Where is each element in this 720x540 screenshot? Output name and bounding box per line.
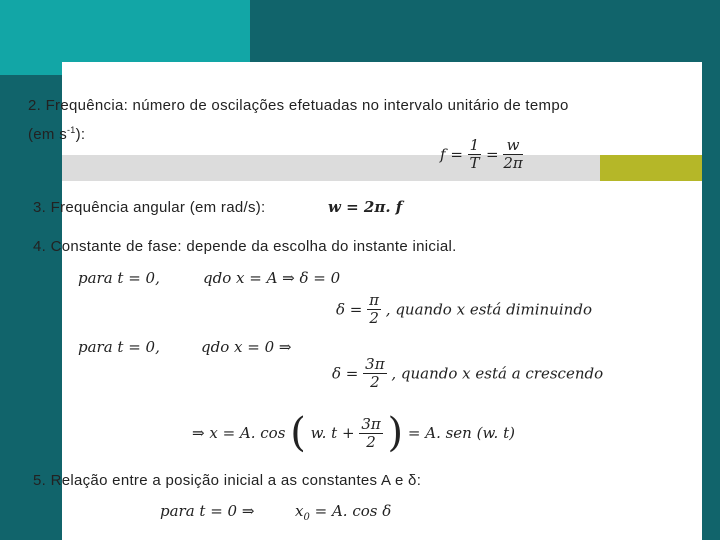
x-subscript: 0 bbox=[303, 512, 310, 523]
item2-line2-pre: (em s bbox=[28, 126, 67, 143]
teal-accent-block-corner bbox=[0, 0, 62, 75]
frequency-formula bbox=[440, 137, 523, 172]
case4-condition: , quando x está a crescendo bbox=[391, 364, 604, 383]
fraction-w-over-2pi bbox=[503, 137, 522, 172]
olive-accent-band bbox=[600, 155, 702, 181]
case2-formula bbox=[336, 292, 592, 327]
eq-inner: w. t + bbox=[310, 424, 355, 442]
frequency-formula-lhs: f = bbox=[440, 145, 463, 164]
item4-text: 4. Constante de fase: depende da escolha do instante inicial. bbox=[33, 238, 457, 255]
item2-line2-sup: -1 bbox=[67, 125, 76, 135]
eq-num: 3π bbox=[361, 414, 381, 433]
case4-lhs: δ = bbox=[332, 364, 359, 383]
item5-condition: para t = 0 ⇒ bbox=[160, 502, 255, 520]
case2-fraction bbox=[367, 292, 381, 327]
case4-fraction bbox=[363, 356, 386, 391]
case4-formula bbox=[332, 356, 603, 391]
case2-num: π bbox=[369, 291, 380, 309]
eq-fraction bbox=[359, 416, 382, 451]
frac1-num: 1 bbox=[469, 136, 480, 154]
frac1-den: T bbox=[469, 154, 480, 172]
item2-line2 bbox=[28, 121, 85, 144]
frac2-den: 2π bbox=[503, 154, 523, 172]
case2-condition: , quando x está diminuindo bbox=[385, 300, 592, 319]
item5-formula bbox=[295, 502, 391, 523]
item3-text: 3. Frequência angular (em rad/s): bbox=[33, 199, 266, 216]
frequency-formula-eq: = bbox=[486, 145, 499, 164]
case4-num: 3π bbox=[365, 355, 385, 373]
fraction-1-over-T bbox=[468, 137, 482, 172]
eq-post: = A. sen (w. t) bbox=[407, 424, 515, 442]
eq-den: 2 bbox=[366, 432, 376, 451]
background-left bbox=[0, 0, 62, 540]
case3-condition: para t = 0, bbox=[78, 338, 160, 356]
left-paren: ( bbox=[290, 410, 306, 456]
case2-den: 2 bbox=[369, 309, 379, 327]
item2-line2-post: ): bbox=[75, 126, 86, 143]
background-right bbox=[702, 0, 720, 540]
item5-rhs: = A. cos δ bbox=[314, 502, 392, 520]
position-equation bbox=[192, 410, 515, 456]
item5-text: 5. Relação entre a posição inicial a as constantes A e δ: bbox=[33, 472, 422, 489]
case4-den: 2 bbox=[370, 373, 380, 391]
item2-line1: 2. Frequência: número de oscilações efetuadas no intervalo unitário de tempo bbox=[28, 97, 569, 114]
x-symbol: x bbox=[295, 502, 304, 520]
angular-frequency-formula: w = 2π. f bbox=[328, 198, 403, 216]
eq-pre: ⇒ x = A. cos bbox=[192, 424, 286, 442]
right-paren: ) bbox=[387, 410, 404, 456]
case1-condition: para t = 0, bbox=[78, 269, 160, 287]
frac2-num: w bbox=[503, 137, 522, 155]
case1-result: qdo x = A ⇒ δ = 0 bbox=[203, 269, 341, 287]
case3-result: qdo x = 0 ⇒ bbox=[201, 338, 292, 356]
case2-lhs: δ = bbox=[336, 300, 363, 319]
